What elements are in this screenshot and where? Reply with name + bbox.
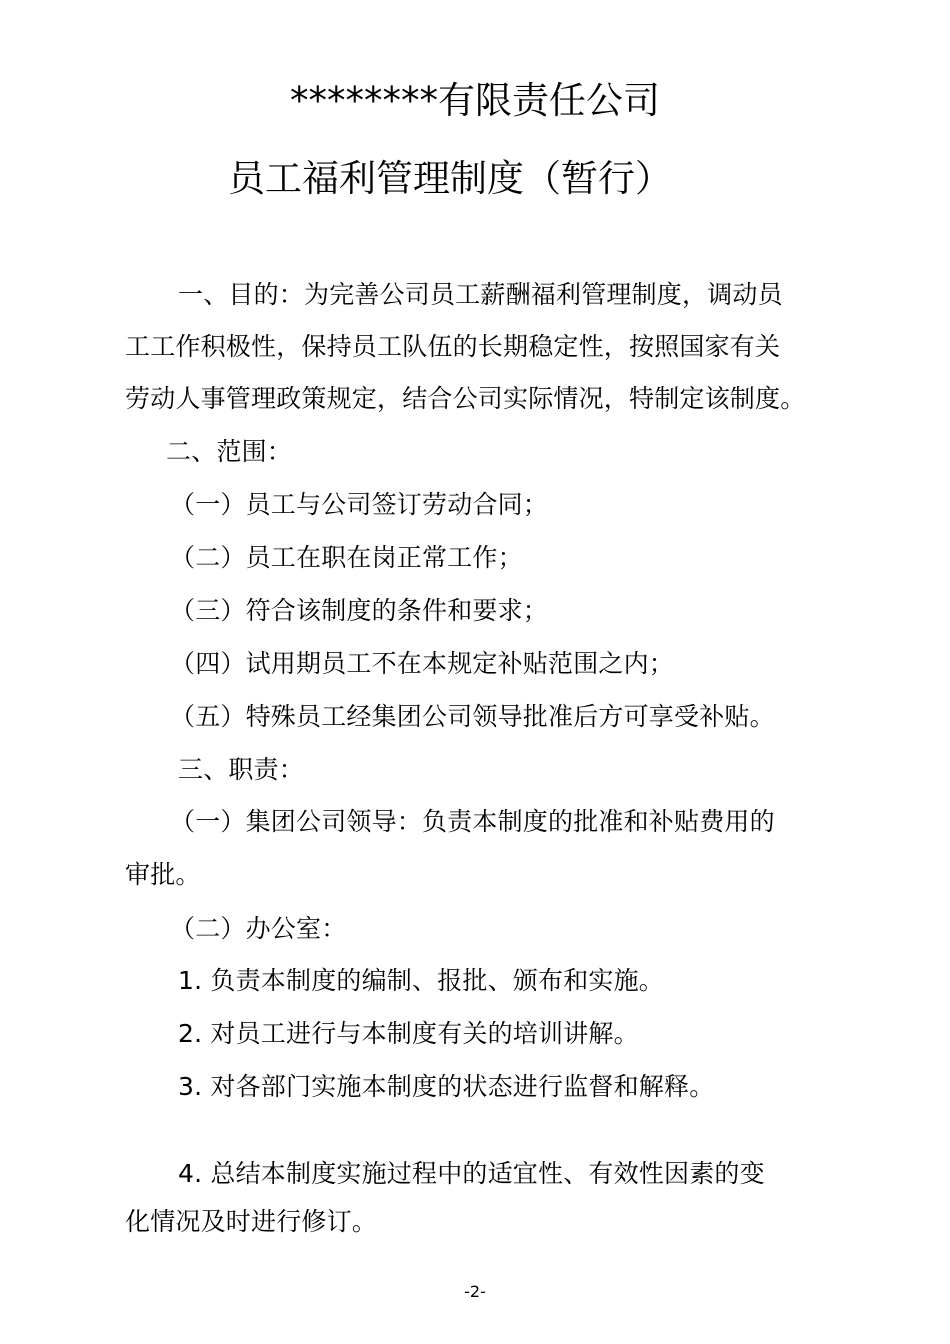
document-title-company: ********有限责任公司: [290, 79, 660, 122]
scope-item-2: （二）员工在职在岗正常工作；: [170, 543, 523, 572]
document-title-policy: 员工福利管理制度（暂行）: [228, 157, 672, 200]
responsibility-leadership-line-1: （一）集团公司领导：负责本制度的批准和补贴费用的: [170, 807, 775, 836]
page-number: -2-: [464, 1282, 486, 1301]
office-duty-2: 2. 对员工进行与本制度有关的培训讲解。: [178, 1019, 639, 1048]
office-duty-3: 3. 对各部门实施本制度的状态进行监督和解释。: [178, 1072, 715, 1101]
office-duty-4-line-2: 化情况及时进行修订。: [125, 1207, 378, 1236]
scope-item-4: （四）试用期员工不在本规定补贴范围之内；: [170, 649, 675, 678]
responsibility-leadership-line-2: 审批。: [125, 860, 201, 889]
office-duty-4-line-1: 4. 总结本制度实施过程中的适宜性、有效性因素的变: [178, 1159, 765, 1188]
section-heading-responsibilities: 三、职责：: [178, 755, 305, 784]
paragraph-purpose-line-1: 一、目的：为完善公司员工薪酬福利管理制度，调动员: [178, 280, 783, 309]
office-duty-1: 1. 负责本制度的编制、报批、颁布和实施。: [178, 966, 665, 995]
scope-item-5: （五）特殊员工经集团公司领导批准后方可享受补贴。: [170, 702, 775, 731]
scope-item-1: （一）员工与公司签订劳动合同；: [170, 490, 549, 519]
responsibility-office-heading: （二）办公室：: [170, 914, 347, 943]
section-heading-scope: 二、范围：: [166, 437, 293, 466]
scope-item-3: （三）符合该制度的条件和要求；: [170, 596, 549, 625]
paragraph-purpose-line-3: 劳动人事管理政策规定，结合公司实际情况，特制定该制度。: [125, 384, 806, 413]
paragraph-purpose-line-2: 工工作积极性，保持员工队伍的长期稳定性，按照国家有关: [125, 332, 781, 361]
